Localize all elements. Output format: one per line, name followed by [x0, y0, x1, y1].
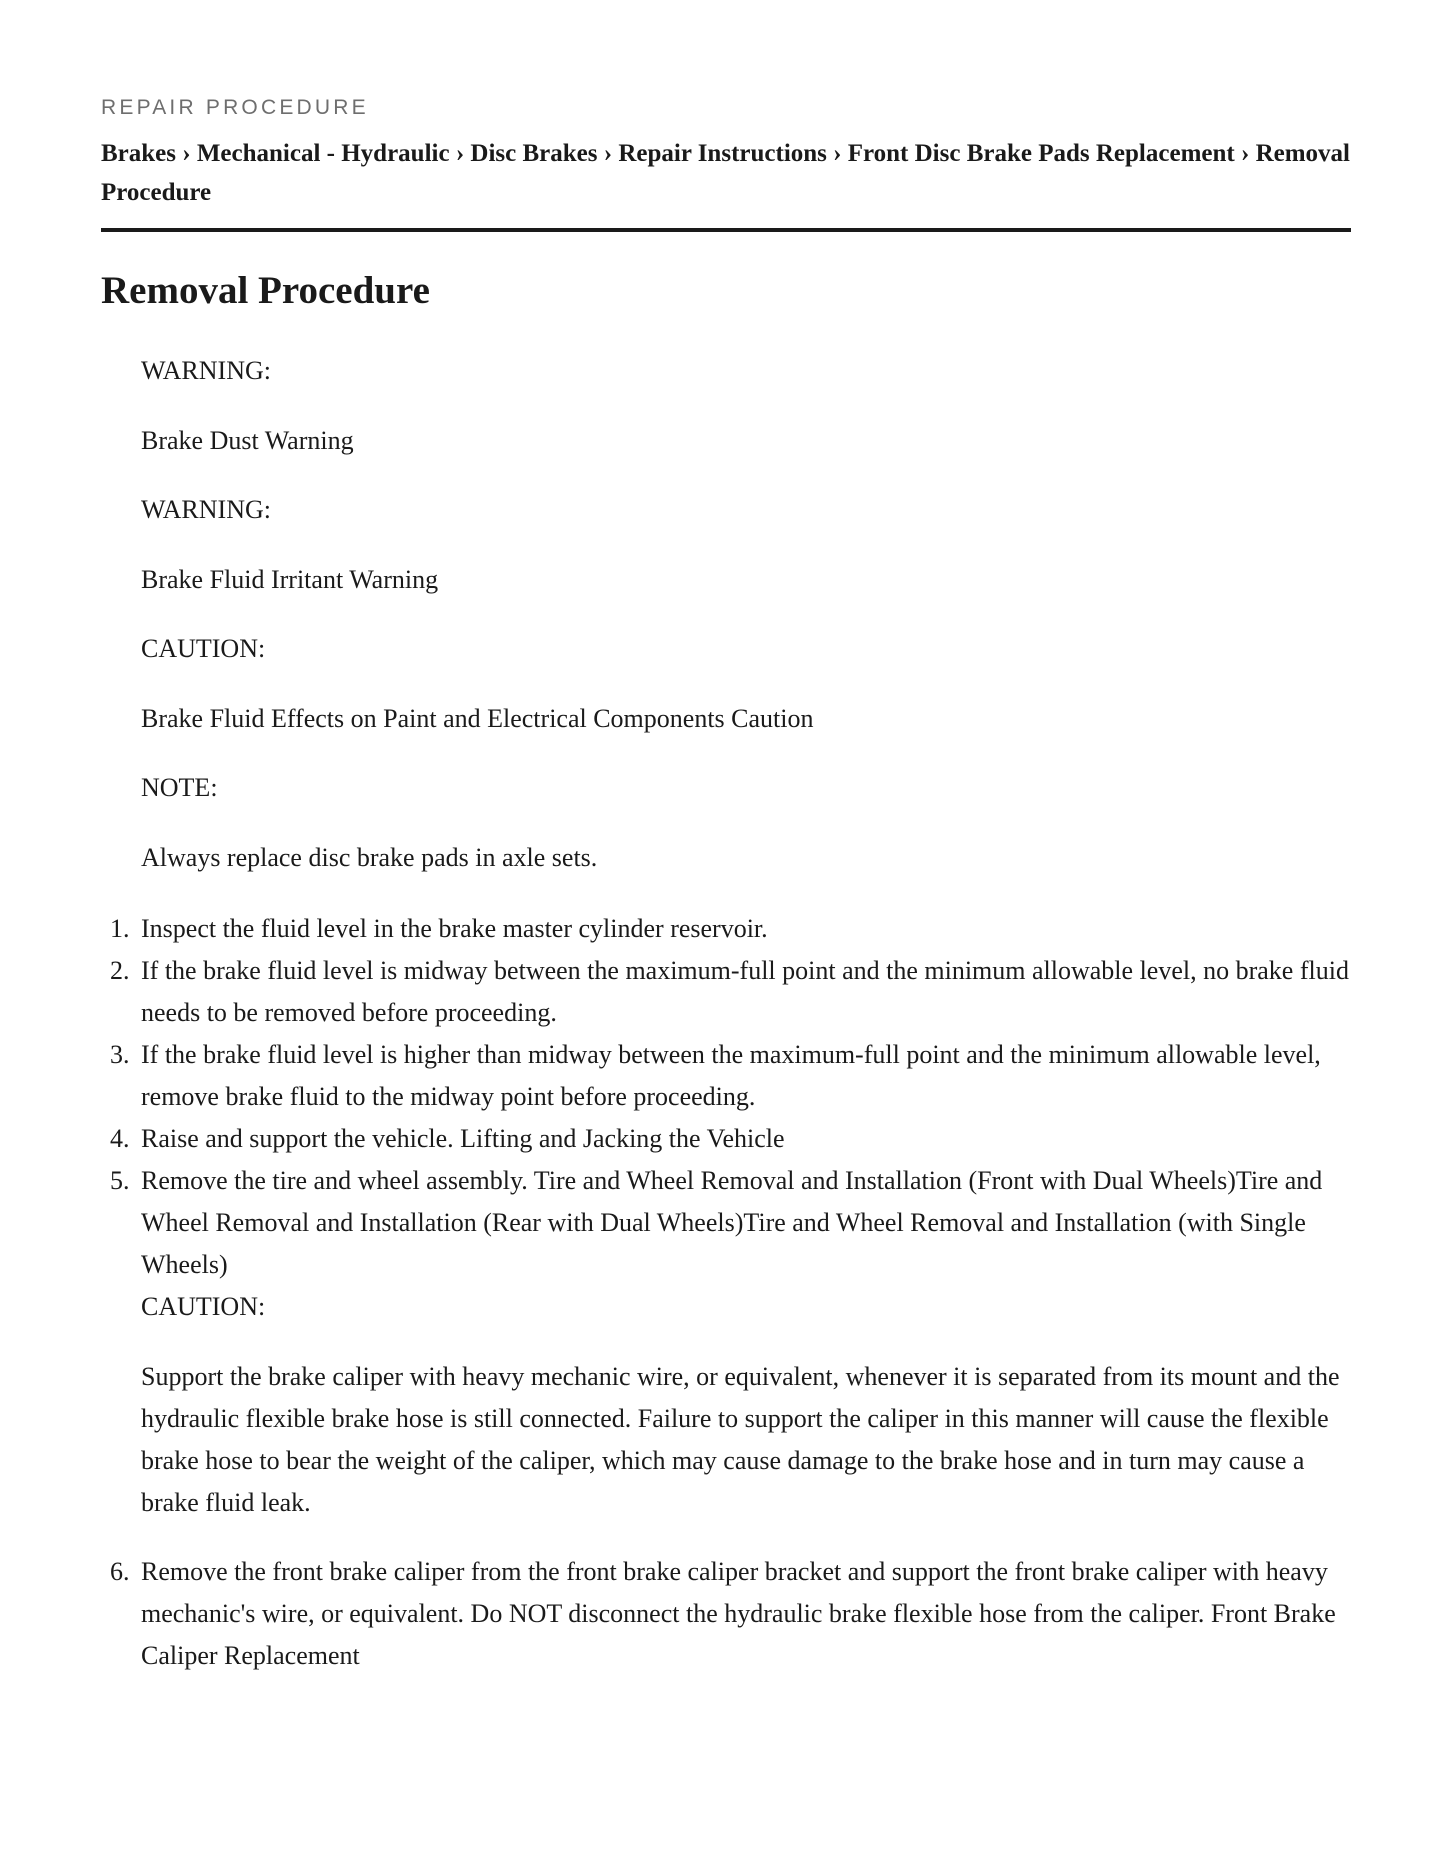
breadcrumb-item-disc-brakes[interactable]: Disc Brakes	[470, 140, 598, 167]
notice-text: Brake Fluid Irritant Warning	[141, 564, 439, 594]
notice-label: CAUTION:	[141, 634, 266, 663]
procedure-steps	[110, 908, 1353, 1677]
breadcrumb-item-front-disc-brake-pads-replacement[interactable]: Front Disc Brake Pads Replacement	[847, 140, 1235, 167]
notice-label: NOTE:	[141, 773, 218, 802]
step-item	[110, 1160, 1353, 1524]
step-number: 6.	[110, 1557, 130, 1586]
notices-block	[141, 350, 1351, 906]
breadcrumb-separator: ›	[1240, 140, 1250, 167]
breadcrumb-separator: ›	[455, 140, 465, 167]
page-title: Removal Procedure	[101, 269, 430, 312]
step-caution-text: Support the brake caliper with heavy mechanic wire, or equivalent, whenever it is separated from its mount and the hydraulic flexible brake hose is still connected. Failure to support the caliper in this manner will cause the flexible brake hose to bear the weight of the caliper, which may cause damage to the brake hose and in turn may cause a brake fluid leak.	[141, 1361, 1340, 1517]
step-text: Remove the front brake caliper from the front brake caliper bracket and support the front brake caliper with heavy mechanic's wire, or equivalent. Do NOT disconnect the hydraulic brake flexible hose from the caliper. Front Brake Caliper Replacement	[141, 1557, 1336, 1670]
step-text: Remove the tire and wheel assembly. Tire and Wheel Removal and Installation (Front with Dual Wheels)Tire and Wheel Removal and Installation (Rear with Dual Wheels)Tire and Wheel Removal and Installation (with Single Wheels)	[141, 1166, 1323, 1279]
step-caution-label: CAUTION:	[141, 1292, 266, 1321]
breadcrumb-item-mechanical-hydraulic[interactable]: Mechanical - Hydraulic	[196, 140, 450, 167]
step-item	[110, 1118, 1353, 1160]
breadcrumb-separator: ›	[833, 140, 842, 167]
step-item	[110, 1034, 1353, 1118]
breadcrumb-item-removal-procedure: Removal Procedure	[101, 140, 1350, 206]
breadcrumb-item-repair-instructions[interactable]: Repair Instructions	[618, 140, 827, 167]
step-number: 5.	[110, 1166, 130, 1195]
notice-text: Brake Fluid Effects on Paint and Electrical Components Caution	[141, 703, 814, 733]
step-text: If the brake fluid level is midway between the maximum-full point and the minimum allowable level, no brake fluid needs to be removed before proceeding.	[141, 956, 1349, 1027]
step-number: 1.	[110, 914, 130, 943]
breadcrumb-item-brakes[interactable]: Brakes	[101, 140, 176, 167]
breadcrumb	[101, 134, 1351, 212]
breadcrumb-separator: ›	[182, 140, 191, 167]
step-item	[110, 950, 1353, 1034]
step-text: Raise and support the vehicle. Lifting and Jacking the Vehicle	[141, 1124, 785, 1153]
step-number: 3.	[110, 1040, 130, 1069]
notice-text: Brake Dust Warning	[141, 425, 354, 455]
step-text: If the brake fluid level is higher than midway between the maximum-full point and the minimum allowable level, remove brake fluid to the midway point before proceeding.	[141, 1040, 1321, 1111]
notice-label: WARNING:	[141, 356, 271, 385]
breadcrumb-separator: ›	[603, 140, 613, 167]
header-divider	[101, 228, 1351, 232]
step-number: 2.	[110, 956, 130, 985]
step-item	[110, 1551, 1353, 1677]
section-label: REPAIR PROCEDURE	[101, 96, 369, 119]
step-number: 4.	[110, 1124, 130, 1153]
step-text: Inspect the fluid level in the brake master cylinder reservoir.	[141, 914, 768, 943]
notice-label: WARNING:	[141, 495, 271, 524]
notice-text: Always replace disc brake pads in axle sets.	[141, 842, 598, 872]
step-item	[110, 908, 1353, 950]
